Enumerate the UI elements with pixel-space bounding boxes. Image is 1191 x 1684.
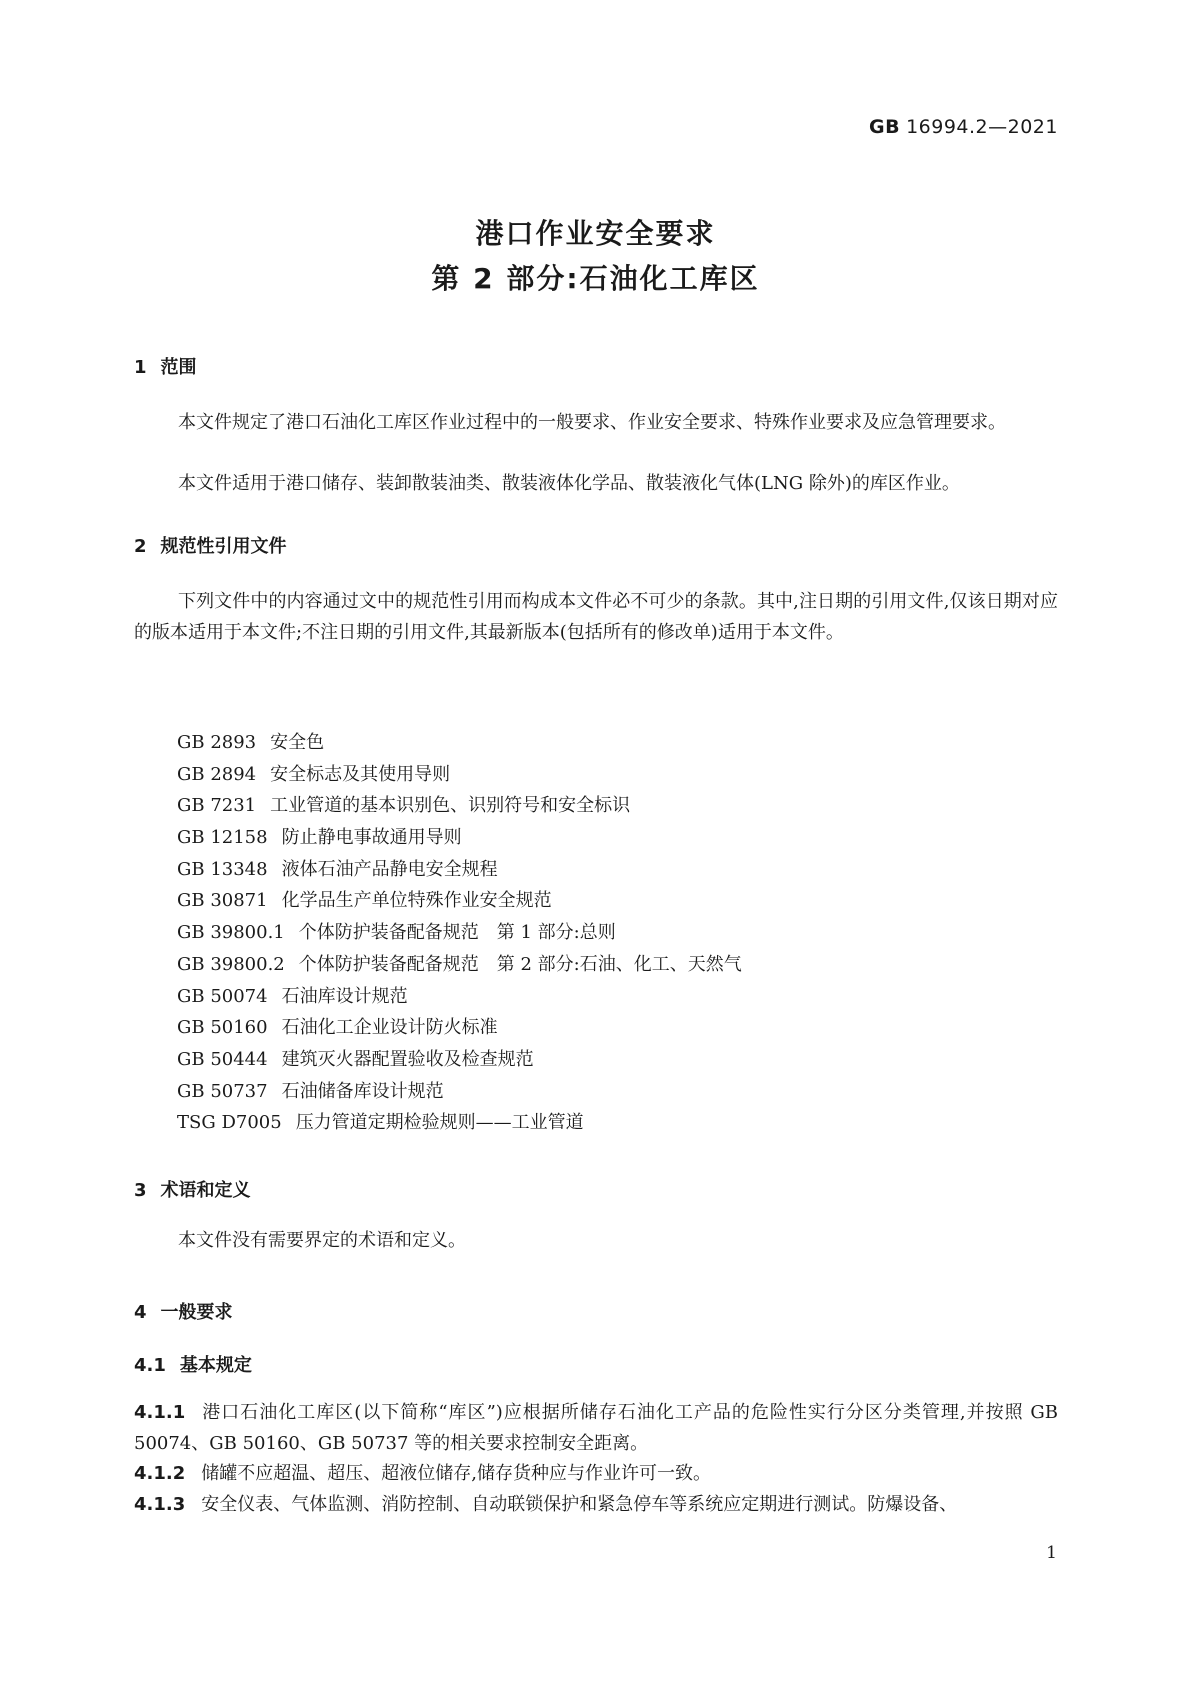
section-1-paragraph-2: 本文件适用于港口储存、装卸散装油类、散装液体化学品、散装液化气体(LNG 除外)的库区作业。 (178, 473, 960, 494)
reference-title: 液体石油产品静电安全规程 (281, 858, 498, 880)
section-number: 3 (134, 1180, 147, 1201)
standard-number: 16994.2—2021 (906, 116, 1058, 138)
reference-item (177, 1076, 742, 1108)
section-title: 规范性引用文件 (160, 536, 287, 557)
reference-title: 石油化工企业设计防火标准 (281, 1017, 498, 1039)
reference-item (177, 759, 742, 791)
subsection-4-1-heading (134, 1351, 252, 1377)
reference-item (177, 949, 742, 981)
reference-code: GB 30871 (177, 890, 268, 912)
reference-title: 个体防护装备配备规范 第 2 部分:石油、化工、天然气 (298, 953, 742, 975)
clause-text: 储罐不应超温、超压、超液位储存,储存货种应与作业许可一致。 (201, 1463, 711, 1484)
reference-item (177, 981, 742, 1013)
reference-code: TSG D7005 (177, 1112, 282, 1134)
reference-code: GB 50737 (177, 1080, 268, 1102)
clause-text: 港口石油化工库区(以下简称“库区”)应根据所储存石油化工产品的危险性实行分区分类管理,并按照 GB 50074、GB 50160、GB 50737 等的相关要求控制安全距离。 (134, 1402, 1058, 1454)
clause-number: 4.1.3 (134, 1494, 186, 1515)
reference-item (177, 1044, 742, 1076)
section-number: 1 (134, 357, 147, 378)
reference-item (177, 854, 742, 886)
reference-list (177, 727, 742, 1139)
reference-code: GB 39800.2 (177, 953, 285, 975)
section-2-intro: 下列文件中的内容通过文中的规范性引用而构成本文件必不可少的条款。其中,注日期的引用文件,仅该日期对应的版本适用于本文件;不注日期的引用文件,其最新版本(包括所有的修改单)适用于本文件。 (134, 591, 1058, 643)
standard-code (869, 116, 1058, 138)
clause-4-1-2 (134, 1459, 1058, 1490)
section-4-heading (134, 1298, 233, 1324)
reference-item (177, 1107, 742, 1139)
subsection-title: 基本规定 (179, 1355, 252, 1376)
reference-title: 石油储备库设计规范 (281, 1080, 444, 1102)
reference-code: GB 50160 (177, 1017, 268, 1039)
reference-item (177, 727, 742, 759)
section-number: 2 (134, 536, 147, 557)
reference-title: 安全标志及其使用导则 (270, 763, 451, 785)
reference-title: 防止静电事故通用导则 (281, 827, 462, 849)
standard-prefix: GB (868, 116, 901, 138)
section-number: 4 (134, 1302, 147, 1323)
reference-code: GB 7231 (177, 795, 257, 817)
reference-title: 个体防护装备配备规范 第 1 部分:总则 (298, 922, 616, 944)
reference-title: 工业管道的基本识别色、识别符号和安全标识 (270, 795, 631, 817)
reference-code: GB 2894 (177, 763, 257, 785)
reference-code: GB 50074 (177, 985, 268, 1007)
reference-title: 安全色 (270, 732, 325, 753)
section-3-paragraph: 本文件没有需要界定的术语和定义。 (178, 1230, 466, 1251)
reference-item (177, 885, 742, 917)
reference-item (177, 790, 742, 822)
subsection-number: 4.1 (134, 1355, 166, 1376)
section-title: 术语和定义 (160, 1180, 251, 1201)
document-subtitle: 第 2 部分:石油化工库区 (431, 262, 760, 295)
section-1-paragraph-1: 本文件规定了港口石油化工库区作业过程中的一般要求、作业安全要求、特殊作业要求及应急管理要求。 (178, 412, 1006, 433)
section-title: 范围 (160, 357, 197, 378)
clause-text: 安全仪表、气体监测、消防控制、自动联锁保护和紧急停车等系统应定期进行测试。防爆设备、 (201, 1494, 958, 1515)
clause-number: 4.1.2 (134, 1463, 186, 1484)
reference-item (177, 822, 742, 854)
document-title: 港口作业安全要求 (475, 217, 716, 250)
reference-item (177, 1012, 742, 1044)
section-3-heading (134, 1176, 251, 1202)
reference-title: 化学品生产单位特殊作业安全规范 (281, 890, 552, 912)
reference-item (177, 917, 742, 949)
section-title: 一般要求 (160, 1302, 233, 1323)
section-2-heading (134, 532, 287, 558)
reference-code: GB 2893 (177, 732, 257, 753)
reference-code: GB 39800.1 (177, 922, 285, 944)
reference-code: GB 12158 (177, 827, 268, 849)
reference-title: 石油库设计规范 (281, 985, 408, 1007)
clause-4-1-3 (134, 1490, 1058, 1521)
reference-title: 压力管道定期检验规则——工业管道 (295, 1112, 584, 1134)
section-1-heading (134, 353, 197, 379)
reference-code: GB 50444 (177, 1048, 268, 1070)
reference-code: GB 13348 (177, 858, 268, 880)
clause-number: 4.1.1 (134, 1402, 186, 1423)
reference-title: 建筑灭火器配置验收及检查规范 (281, 1048, 534, 1070)
page-number: 1 (1046, 1543, 1057, 1563)
clause-4-1-1 (134, 1398, 1058, 1459)
